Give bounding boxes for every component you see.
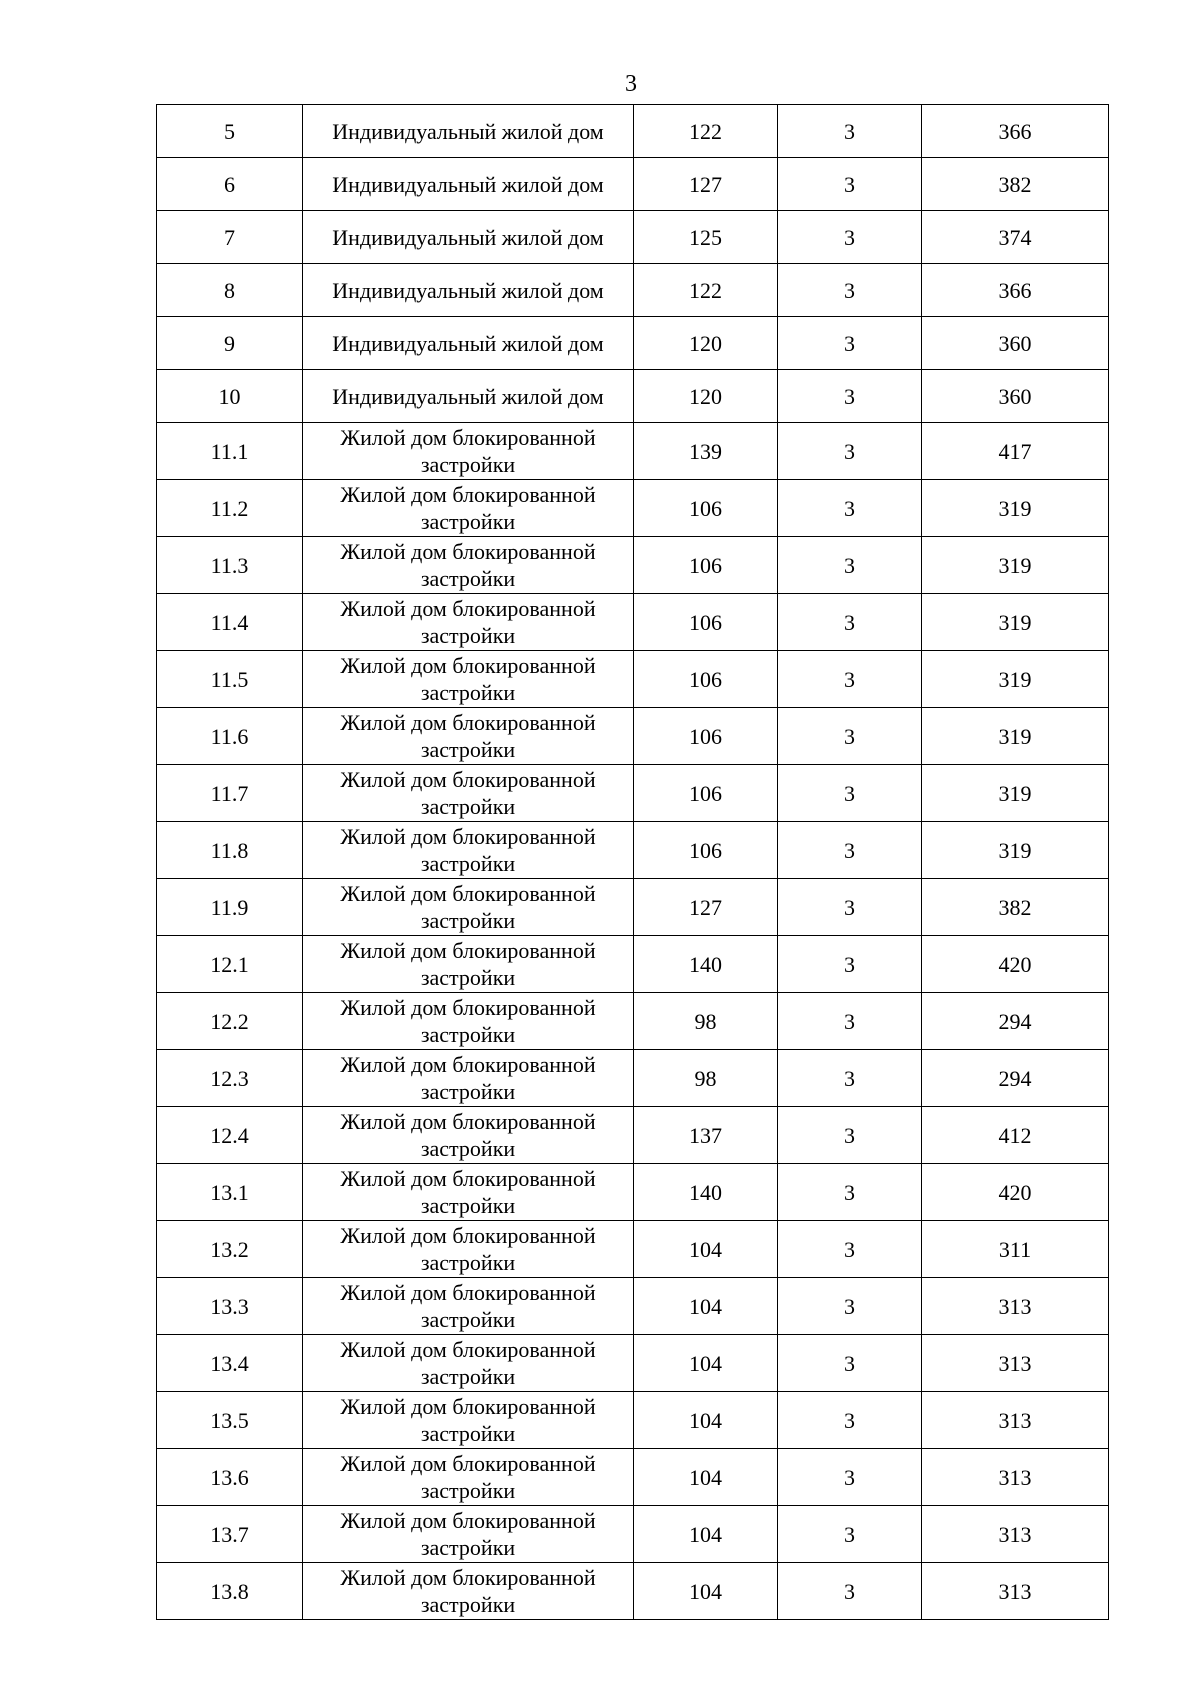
item-number-cell: 11.4 bbox=[157, 594, 303, 651]
table-row bbox=[157, 1335, 1109, 1392]
value-cell-3: 366 bbox=[922, 105, 1109, 158]
value-cell-1: 120 bbox=[634, 317, 778, 370]
value-cell-1: 98 bbox=[634, 1050, 778, 1107]
table-row bbox=[157, 1164, 1109, 1221]
table-row bbox=[157, 1392, 1109, 1449]
object-name-cell: Индивидуальный жилой дом bbox=[303, 264, 634, 317]
value-cell-1: 106 bbox=[634, 651, 778, 708]
value-cell-1: 122 bbox=[634, 264, 778, 317]
item-number-cell: 11.7 bbox=[157, 765, 303, 822]
table-row bbox=[157, 1107, 1109, 1164]
item-number-cell: 8 bbox=[157, 264, 303, 317]
table-row bbox=[157, 594, 1109, 651]
value-cell-2: 3 bbox=[778, 211, 922, 264]
value-cell-1: 125 bbox=[634, 211, 778, 264]
value-cell-1: 106 bbox=[634, 537, 778, 594]
value-cell-2: 3 bbox=[778, 1563, 922, 1620]
value-cell-2: 3 bbox=[778, 1221, 922, 1278]
value-cell-3: 319 bbox=[922, 594, 1109, 651]
object-name-cell: Жилой дом блокированной застройки bbox=[303, 1563, 634, 1620]
value-cell-3: 360 bbox=[922, 317, 1109, 370]
item-number-cell: 9 bbox=[157, 317, 303, 370]
table-row bbox=[157, 936, 1109, 993]
item-number-cell: 12.3 bbox=[157, 1050, 303, 1107]
object-name-cell: Жилой дом блокированной застройки bbox=[303, 1221, 634, 1278]
value-cell-1: 122 bbox=[634, 105, 778, 158]
value-cell-2: 3 bbox=[778, 264, 922, 317]
object-name-cell: Индивидуальный жилой дом bbox=[303, 105, 634, 158]
item-number-cell: 13.4 bbox=[157, 1335, 303, 1392]
value-cell-1: 120 bbox=[634, 370, 778, 423]
table-row bbox=[157, 317, 1109, 370]
value-cell-2: 3 bbox=[778, 1050, 922, 1107]
value-cell-3: 374 bbox=[922, 211, 1109, 264]
table-row bbox=[157, 993, 1109, 1050]
object-name-cell: Жилой дом блокированной застройки bbox=[303, 879, 634, 936]
value-cell-2: 3 bbox=[778, 1392, 922, 1449]
object-name-cell: Индивидуальный жилой дом bbox=[303, 317, 634, 370]
item-number-cell: 5 bbox=[157, 105, 303, 158]
value-cell-1: 127 bbox=[634, 879, 778, 936]
value-cell-3: 294 bbox=[922, 993, 1109, 1050]
item-number-cell: 13.3 bbox=[157, 1278, 303, 1335]
table-row bbox=[157, 1221, 1109, 1278]
value-cell-3: 360 bbox=[922, 370, 1109, 423]
object-name-cell: Жилой дом блокированной застройки bbox=[303, 480, 634, 537]
value-cell-2: 3 bbox=[778, 423, 922, 480]
table-row bbox=[157, 1449, 1109, 1506]
table-row bbox=[157, 480, 1109, 537]
value-cell-1: 104 bbox=[634, 1449, 778, 1506]
object-name-cell: Жилой дом блокированной застройки bbox=[303, 537, 634, 594]
value-cell-3: 313 bbox=[922, 1335, 1109, 1392]
value-cell-2: 3 bbox=[778, 317, 922, 370]
value-cell-3: 294 bbox=[922, 1050, 1109, 1107]
value-cell-3: 319 bbox=[922, 651, 1109, 708]
table-row bbox=[157, 1050, 1109, 1107]
value-cell-3: 382 bbox=[922, 158, 1109, 211]
value-cell-3: 319 bbox=[922, 765, 1109, 822]
item-number-cell: 11.6 bbox=[157, 708, 303, 765]
table-row bbox=[157, 1278, 1109, 1335]
item-number-cell: 12.4 bbox=[157, 1107, 303, 1164]
table-row bbox=[157, 423, 1109, 480]
value-cell-2: 3 bbox=[778, 1506, 922, 1563]
object-name-cell: Жилой дом блокированной застройки bbox=[303, 765, 634, 822]
value-cell-2: 3 bbox=[778, 651, 922, 708]
object-name-cell: Жилой дом блокированной застройки bbox=[303, 1335, 634, 1392]
item-number-cell: 11.9 bbox=[157, 879, 303, 936]
value-cell-1: 106 bbox=[634, 765, 778, 822]
object-name-cell: Жилой дом блокированной застройки bbox=[303, 1392, 634, 1449]
value-cell-1: 140 bbox=[634, 936, 778, 993]
item-number-cell: 11.3 bbox=[157, 537, 303, 594]
value-cell-2: 3 bbox=[778, 480, 922, 537]
value-cell-3: 319 bbox=[922, 537, 1109, 594]
value-cell-2: 3 bbox=[778, 993, 922, 1050]
item-number-cell: 11.8 bbox=[157, 822, 303, 879]
value-cell-3: 313 bbox=[922, 1506, 1109, 1563]
value-cell-3: 319 bbox=[922, 822, 1109, 879]
value-cell-3: 311 bbox=[922, 1221, 1109, 1278]
value-cell-3: 313 bbox=[922, 1449, 1109, 1506]
value-cell-3: 313 bbox=[922, 1278, 1109, 1335]
value-cell-1: 106 bbox=[634, 822, 778, 879]
item-number-cell: 13.7 bbox=[157, 1506, 303, 1563]
value-cell-1: 106 bbox=[634, 708, 778, 765]
object-name-cell: Жилой дом блокированной застройки bbox=[303, 1506, 634, 1563]
value-cell-2: 3 bbox=[778, 879, 922, 936]
item-number-cell: 6 bbox=[157, 158, 303, 211]
value-cell-1: 106 bbox=[634, 480, 778, 537]
object-name-cell: Индивидуальный жилой дом bbox=[303, 158, 634, 211]
value-cell-2: 3 bbox=[778, 370, 922, 423]
value-cell-2: 3 bbox=[778, 822, 922, 879]
data-table bbox=[156, 104, 1109, 1620]
table-row bbox=[157, 158, 1109, 211]
table-row bbox=[157, 370, 1109, 423]
value-cell-2: 3 bbox=[778, 1449, 922, 1506]
value-cell-3: 319 bbox=[922, 480, 1109, 537]
object-name-cell: Жилой дом блокированной застройки bbox=[303, 423, 634, 480]
item-number-cell: 13.8 bbox=[157, 1563, 303, 1620]
table-row bbox=[157, 708, 1109, 765]
object-name-cell: Жилой дом блокированной застройки bbox=[303, 936, 634, 993]
value-cell-2: 3 bbox=[778, 1335, 922, 1392]
page-number: 3 bbox=[625, 71, 637, 97]
value-cell-1: 104 bbox=[634, 1563, 778, 1620]
object-name-cell: Жилой дом блокированной застройки bbox=[303, 822, 634, 879]
item-number-cell: 10 bbox=[157, 370, 303, 423]
value-cell-2: 3 bbox=[778, 765, 922, 822]
value-cell-1: 104 bbox=[634, 1335, 778, 1392]
value-cell-2: 3 bbox=[778, 1278, 922, 1335]
table-row bbox=[157, 822, 1109, 879]
value-cell-2: 3 bbox=[778, 1164, 922, 1221]
object-name-cell: Жилой дом блокированной застройки bbox=[303, 651, 634, 708]
table-row bbox=[157, 1506, 1109, 1563]
value-cell-3: 420 bbox=[922, 936, 1109, 993]
value-cell-1: 104 bbox=[634, 1392, 778, 1449]
value-cell-1: 137 bbox=[634, 1107, 778, 1164]
value-cell-3: 412 bbox=[922, 1107, 1109, 1164]
table-row bbox=[157, 1563, 1109, 1620]
value-cell-3: 313 bbox=[922, 1392, 1109, 1449]
value-cell-3: 420 bbox=[922, 1164, 1109, 1221]
object-name-cell: Жилой дом блокированной застройки bbox=[303, 1164, 634, 1221]
value-cell-3: 382 bbox=[922, 879, 1109, 936]
item-number-cell: 7 bbox=[157, 211, 303, 264]
table-row bbox=[157, 765, 1109, 822]
value-cell-3: 366 bbox=[922, 264, 1109, 317]
table-row bbox=[157, 537, 1109, 594]
value-cell-1: 139 bbox=[634, 423, 778, 480]
table-row bbox=[157, 879, 1109, 936]
item-number-cell: 11.1 bbox=[157, 423, 303, 480]
object-name-cell: Жилой дом блокированной застройки bbox=[303, 1278, 634, 1335]
table-row bbox=[157, 651, 1109, 708]
value-cell-2: 3 bbox=[778, 708, 922, 765]
value-cell-1: 98 bbox=[634, 993, 778, 1050]
value-cell-2: 3 bbox=[778, 158, 922, 211]
item-number-cell: 13.6 bbox=[157, 1449, 303, 1506]
value-cell-1: 127 bbox=[634, 158, 778, 211]
item-number-cell: 12.2 bbox=[157, 993, 303, 1050]
value-cell-3: 417 bbox=[922, 423, 1109, 480]
table-row bbox=[157, 211, 1109, 264]
value-cell-3: 319 bbox=[922, 708, 1109, 765]
value-cell-2: 3 bbox=[778, 105, 922, 158]
object-name-cell: Жилой дом блокированной застройки bbox=[303, 1449, 634, 1506]
object-name-cell: Индивидуальный жилой дом bbox=[303, 211, 634, 264]
object-name-cell: Индивидуальный жилой дом bbox=[303, 370, 634, 423]
object-name-cell: Жилой дом блокированной застройки bbox=[303, 1107, 634, 1164]
item-number-cell: 13.5 bbox=[157, 1392, 303, 1449]
table-row bbox=[157, 264, 1109, 317]
value-cell-2: 3 bbox=[778, 537, 922, 594]
data-table-body bbox=[157, 105, 1109, 1620]
item-number-cell: 11.5 bbox=[157, 651, 303, 708]
item-number-cell: 13.2 bbox=[157, 1221, 303, 1278]
value-cell-2: 3 bbox=[778, 594, 922, 651]
value-cell-1: 104 bbox=[634, 1278, 778, 1335]
value-cell-1: 140 bbox=[634, 1164, 778, 1221]
value-cell-2: 3 bbox=[778, 1107, 922, 1164]
value-cell-1: 104 bbox=[634, 1506, 778, 1563]
value-cell-2: 3 bbox=[778, 936, 922, 993]
object-name-cell: Жилой дом блокированной застройки bbox=[303, 993, 634, 1050]
value-cell-1: 104 bbox=[634, 1221, 778, 1278]
object-name-cell: Жилой дом блокированной застройки bbox=[303, 594, 634, 651]
value-cell-1: 106 bbox=[634, 594, 778, 651]
object-name-cell: Жилой дом блокированной застройки bbox=[303, 708, 634, 765]
table-row bbox=[157, 105, 1109, 158]
object-name-cell: Жилой дом блокированной застройки bbox=[303, 1050, 634, 1107]
item-number-cell: 11.2 bbox=[157, 480, 303, 537]
value-cell-3: 313 bbox=[922, 1563, 1109, 1620]
item-number-cell: 12.1 bbox=[157, 936, 303, 993]
item-number-cell: 13.1 bbox=[157, 1164, 303, 1221]
